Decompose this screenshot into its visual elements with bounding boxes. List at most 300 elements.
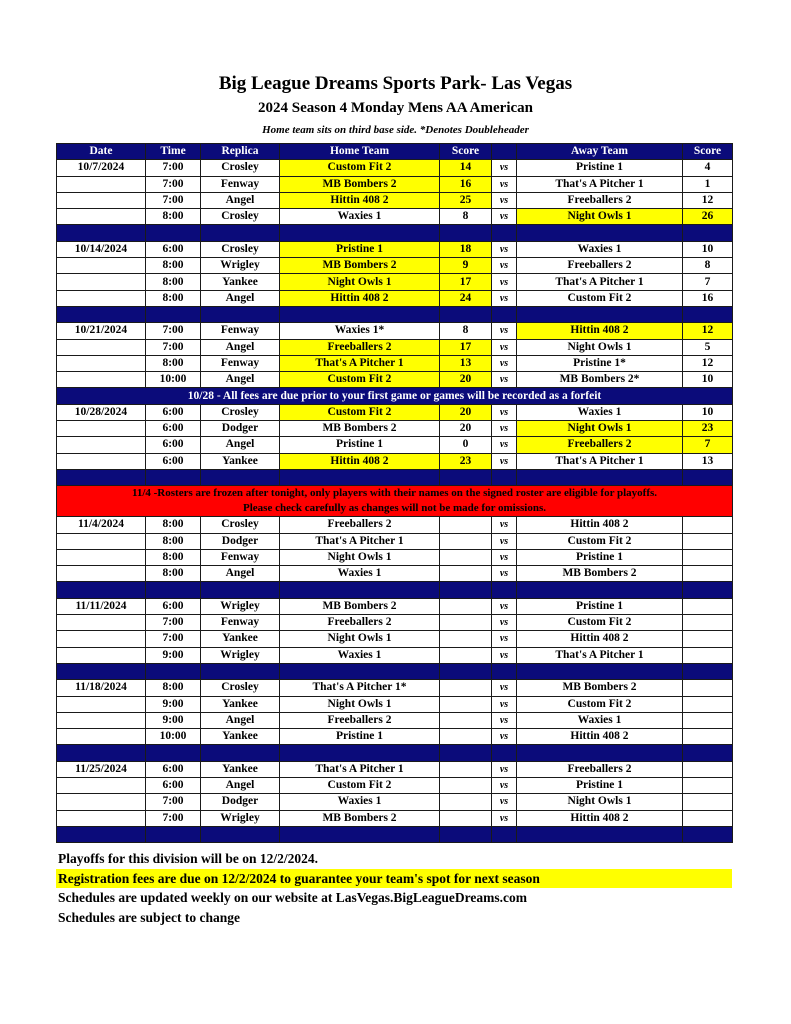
- game-field: Yankee: [201, 729, 280, 745]
- away-team: Pristine 1*: [517, 355, 683, 371]
- game-row: [57, 339, 733, 355]
- home-score: 18: [440, 241, 492, 257]
- vs-label: vs: [492, 274, 517, 290]
- game-date: 11/11/2024: [57, 598, 146, 614]
- divider-cell: [492, 225, 517, 241]
- game-time: 8:00: [146, 566, 201, 582]
- home-score: 9: [440, 258, 492, 274]
- game-field: Wrigley: [201, 810, 280, 826]
- game-time: 7:00: [146, 176, 201, 192]
- home-score: [440, 794, 492, 810]
- game-row: [57, 712, 733, 728]
- game-time: 9:00: [146, 712, 201, 728]
- game-field: Wrigley: [201, 258, 280, 274]
- vs-label: vs: [492, 372, 517, 388]
- away-score: [683, 729, 733, 745]
- game-date: 11/18/2024: [57, 680, 146, 696]
- game-date: 10/7/2024: [57, 160, 146, 176]
- game-field: Angel: [201, 192, 280, 208]
- col-header-home-team: Home Team: [280, 144, 440, 160]
- away-score: 5: [683, 339, 733, 355]
- home-score: [440, 517, 492, 533]
- home-score: 20: [440, 404, 492, 420]
- vs-label: vs: [492, 810, 517, 826]
- away-score: 16: [683, 290, 733, 306]
- divider-cell: [57, 826, 146, 842]
- away-score: [683, 647, 733, 663]
- game-field: Yankee: [201, 274, 280, 290]
- col-header-away-score: Score: [683, 144, 733, 160]
- game-date: [57, 810, 146, 826]
- game-date: [57, 533, 146, 549]
- game-field: Crosley: [201, 209, 280, 225]
- away-score: 7: [683, 274, 733, 290]
- game-row: [57, 241, 733, 257]
- section-divider: [57, 306, 733, 322]
- game-time: 7:00: [146, 160, 201, 176]
- away-score: [683, 566, 733, 582]
- game-time: 6:00: [146, 598, 201, 614]
- away-team: Freeballers 2: [517, 761, 683, 777]
- vs-label: vs: [492, 777, 517, 793]
- game-row: [57, 533, 733, 549]
- divider-cell: [683, 745, 733, 761]
- away-team: Hittin 408 2: [517, 517, 683, 533]
- vs-label: vs: [492, 176, 517, 192]
- home-team: Night Owls 1: [280, 696, 440, 712]
- vs-label: vs: [492, 517, 517, 533]
- game-field: Dodger: [201, 794, 280, 810]
- game-row: [57, 696, 733, 712]
- vs-label: vs: [492, 566, 517, 582]
- home-team: Hittin 408 2: [280, 192, 440, 208]
- away-team: Waxies 1: [517, 712, 683, 728]
- game-date: [57, 437, 146, 453]
- divider-cell: [492, 469, 517, 485]
- game-time: 9:00: [146, 696, 201, 712]
- vs-label: vs: [492, 598, 517, 614]
- game-field: Yankee: [201, 696, 280, 712]
- game-field: Fenway: [201, 549, 280, 565]
- divider-cell: [57, 582, 146, 598]
- home-score: [440, 696, 492, 712]
- game-row: [57, 437, 733, 453]
- home-team: That's A Pitcher 1*: [280, 680, 440, 696]
- away-score: [683, 533, 733, 549]
- home-score: 8: [440, 209, 492, 225]
- home-score: [440, 777, 492, 793]
- home-team: Freeballers 2: [280, 339, 440, 355]
- away-score: 8: [683, 258, 733, 274]
- game-row: [57, 615, 733, 631]
- away-team: Waxies 1: [517, 241, 683, 257]
- home-score: 13: [440, 355, 492, 371]
- home-team: MB Bombers 2: [280, 258, 440, 274]
- game-date: 11/4/2024: [57, 517, 146, 533]
- home-score: [440, 712, 492, 728]
- away-score: 10: [683, 241, 733, 257]
- divider-cell: [57, 469, 146, 485]
- home-score: 20: [440, 372, 492, 388]
- game-time: 7:00: [146, 631, 201, 647]
- game-date: [57, 355, 146, 371]
- game-date: [57, 209, 146, 225]
- game-time: 6:00: [146, 453, 201, 469]
- home-score: [440, 615, 492, 631]
- game-time: 6:00: [146, 437, 201, 453]
- home-score: 16: [440, 176, 492, 192]
- home-team: Night Owls 1: [280, 549, 440, 565]
- home-team: MB Bombers 2: [280, 598, 440, 614]
- change-note: Schedules are subject to change: [58, 910, 240, 925]
- roster-alert: [57, 486, 733, 517]
- game-field: Angel: [201, 566, 280, 582]
- page-note: Home team sits on third base side. *Denotes Doubleheader: [262, 124, 529, 136]
- away-team: Pristine 1: [517, 777, 683, 793]
- vs-label: vs: [492, 761, 517, 777]
- divider-cell: [683, 469, 733, 485]
- game-time: 8:00: [146, 549, 201, 565]
- home-team: That's A Pitcher 1: [280, 761, 440, 777]
- game-date: [57, 421, 146, 437]
- vs-label: vs: [492, 712, 517, 728]
- vs-label: vs: [492, 209, 517, 225]
- away-score: [683, 712, 733, 728]
- divider-cell: [146, 826, 201, 842]
- game-date: [57, 647, 146, 663]
- divider-cell: [280, 225, 440, 241]
- game-date: [57, 794, 146, 810]
- game-time: 8:00: [146, 517, 201, 533]
- game-time: 7:00: [146, 323, 201, 339]
- game-row: [57, 729, 733, 745]
- game-time: 8:00: [146, 274, 201, 290]
- home-score: [440, 598, 492, 614]
- away-team: Freeballers 2: [517, 258, 683, 274]
- game-field: Angel: [201, 290, 280, 306]
- vs-label: vs: [492, 290, 517, 306]
- page-title: Big League Dreams Sports Park- Las Vegas: [218, 73, 573, 94]
- game-row: [57, 761, 733, 777]
- game-time: 8:00: [146, 533, 201, 549]
- home-team: Custom Fit 2: [280, 372, 440, 388]
- game-row: [57, 680, 733, 696]
- game-row: [57, 258, 733, 274]
- registration-note: Registration fees are due on 12/2/2024 to guarantee your team's spot for next season: [56, 869, 732, 888]
- game-time: 7:00: [146, 192, 201, 208]
- away-score: 12: [683, 323, 733, 339]
- divider-cell: [492, 826, 517, 842]
- away-team: Night Owls 1: [517, 794, 683, 810]
- game-row: [57, 647, 733, 663]
- vs-label: vs: [492, 729, 517, 745]
- divider-cell: [683, 582, 733, 598]
- home-team: MB Bombers 2: [280, 176, 440, 192]
- game-date: [57, 192, 146, 208]
- away-score: 26: [683, 209, 733, 225]
- vs-label: vs: [492, 615, 517, 631]
- divider-cell: [280, 306, 440, 322]
- col-header-away-team: Away Team: [517, 144, 683, 160]
- section-divider: [57, 469, 733, 485]
- away-team: Custom Fit 2: [517, 615, 683, 631]
- game-date: [57, 712, 146, 728]
- away-score: 23: [683, 421, 733, 437]
- vs-label: vs: [492, 453, 517, 469]
- vs-label: vs: [492, 355, 517, 371]
- game-time: 8:00: [146, 680, 201, 696]
- away-team: That's A Pitcher 1: [517, 647, 683, 663]
- away-team: Pristine 1: [517, 549, 683, 565]
- away-team: That's A Pitcher 1: [517, 274, 683, 290]
- page-subtitle: 2024 Season 4 Monday Mens AA American: [257, 100, 533, 116]
- vs-label: vs: [492, 421, 517, 437]
- away-score: 4: [683, 160, 733, 176]
- divider-cell: [683, 306, 733, 322]
- game-field: Wrigley: [201, 647, 280, 663]
- away-score: [683, 631, 733, 647]
- divider-cell: [440, 663, 492, 679]
- away-score: 7: [683, 437, 733, 453]
- away-score: [683, 794, 733, 810]
- home-score: [440, 729, 492, 745]
- home-score: 17: [440, 274, 492, 290]
- section-divider: [57, 663, 733, 679]
- game-row: [57, 631, 733, 647]
- vs-label: vs: [492, 323, 517, 339]
- vs-label: vs: [492, 680, 517, 696]
- home-score: 24: [440, 290, 492, 306]
- game-date: [57, 729, 146, 745]
- vs-label: vs: [492, 192, 517, 208]
- game-time: 6:00: [146, 761, 201, 777]
- divider-cell: [492, 663, 517, 679]
- divider-cell: [517, 469, 683, 485]
- section-divider: [57, 826, 733, 842]
- away-score: [683, 680, 733, 696]
- divider-cell: [57, 745, 146, 761]
- game-row: [57, 566, 733, 582]
- game-row: [57, 453, 733, 469]
- game-row: [57, 421, 733, 437]
- game-row: [57, 404, 733, 420]
- website-note: Schedules are updated weekly on our website at LasVegas.BigLeagueDreams.com: [58, 890, 528, 905]
- home-score: 17: [440, 339, 492, 355]
- game-time: 8:00: [146, 209, 201, 225]
- home-team: Waxies 1: [280, 566, 440, 582]
- game-date: [57, 290, 146, 306]
- away-score: [683, 696, 733, 712]
- game-field: Angel: [201, 712, 280, 728]
- divider-cell: [280, 745, 440, 761]
- game-date: [57, 339, 146, 355]
- game-field: Crosley: [201, 680, 280, 696]
- game-date: 10/28/2024: [57, 404, 146, 420]
- game-date: [57, 176, 146, 192]
- game-date: [57, 372, 146, 388]
- vs-label: vs: [492, 258, 517, 274]
- col-header-date: Date: [57, 144, 146, 160]
- game-row: [57, 192, 733, 208]
- away-team: MB Bombers 2: [517, 566, 683, 582]
- divider-cell: [201, 225, 280, 241]
- game-row: [57, 176, 733, 192]
- game-row: [57, 549, 733, 565]
- section-divider: [57, 582, 733, 598]
- home-score: [440, 761, 492, 777]
- divider-cell: [280, 663, 440, 679]
- game-date: [57, 631, 146, 647]
- game-date: [57, 258, 146, 274]
- vs-label: vs: [492, 404, 517, 420]
- home-team: Freeballers 2: [280, 712, 440, 728]
- divider-cell: [492, 306, 517, 322]
- game-date: 10/21/2024: [57, 323, 146, 339]
- schedule-table: [56, 143, 733, 843]
- game-time: 6:00: [146, 421, 201, 437]
- divider-cell: [146, 663, 201, 679]
- game-row: [57, 517, 733, 533]
- home-team: Custom Fit 2: [280, 404, 440, 420]
- divider-cell: [280, 582, 440, 598]
- divider-cell: [492, 745, 517, 761]
- game-time: 6:00: [146, 404, 201, 420]
- home-team: Freeballers 2: [280, 615, 440, 631]
- home-team: MB Bombers 2: [280, 810, 440, 826]
- away-team: MB Bombers 2*: [517, 372, 683, 388]
- home-score: [440, 566, 492, 582]
- divider-cell: [280, 826, 440, 842]
- divider-cell: [201, 469, 280, 485]
- fee-notice: 10/28 - All fees are due prior to your first game or games will be recorded as a forfeit: [57, 388, 733, 404]
- home-team: Night Owls 1: [280, 631, 440, 647]
- divider-cell: [201, 663, 280, 679]
- game-date: [57, 566, 146, 582]
- home-score: [440, 680, 492, 696]
- game-time: 7:00: [146, 339, 201, 355]
- game-date: [57, 274, 146, 290]
- game-date: [57, 453, 146, 469]
- away-score: 12: [683, 192, 733, 208]
- home-score: [440, 647, 492, 663]
- game-field: Yankee: [201, 761, 280, 777]
- divider-cell: [57, 225, 146, 241]
- col-header-home-score: Score: [440, 144, 492, 160]
- game-time: 7:00: [146, 794, 201, 810]
- game-date: 11/25/2024: [57, 761, 146, 777]
- game-time: 9:00: [146, 647, 201, 663]
- game-row: [57, 372, 733, 388]
- home-team: Freeballers 2: [280, 517, 440, 533]
- divider-cell: [57, 306, 146, 322]
- away-score: 10: [683, 372, 733, 388]
- game-row: [57, 160, 733, 176]
- home-score: 25: [440, 192, 492, 208]
- home-team: Waxies 1*: [280, 323, 440, 339]
- home-score: 23: [440, 453, 492, 469]
- home-score: 0: [440, 437, 492, 453]
- game-field: Angel: [201, 339, 280, 355]
- game-field: Fenway: [201, 615, 280, 631]
- game-field: Fenway: [201, 176, 280, 192]
- away-team: Night Owls 1: [517, 209, 683, 225]
- divider-cell: [492, 582, 517, 598]
- away-score: 12: [683, 355, 733, 371]
- away-team: That's A Pitcher 1: [517, 453, 683, 469]
- home-score: 8: [440, 323, 492, 339]
- home-team: That's A Pitcher 1: [280, 533, 440, 549]
- game-date: [57, 777, 146, 793]
- game-row: [57, 598, 733, 614]
- roster-alert-row: [57, 486, 733, 517]
- away-team: MB Bombers 2: [517, 680, 683, 696]
- game-time: 10:00: [146, 729, 201, 745]
- game-field: Wrigley: [201, 598, 280, 614]
- roster-alert-line: 11/4 -Rosters are frozen after tonight, only players with their names on the signed roster are eligible for playoffs.: [131, 487, 658, 500]
- away-team: Hittin 408 2: [517, 729, 683, 745]
- divider-cell: [201, 826, 280, 842]
- home-score: [440, 810, 492, 826]
- divider-cell: [201, 745, 280, 761]
- game-time: 10:00: [146, 372, 201, 388]
- away-team: Waxies 1: [517, 404, 683, 420]
- game-row: [57, 209, 733, 225]
- section-divider: [57, 745, 733, 761]
- playoffs-note: Playoffs for this division will be on 12/2/2024.: [58, 851, 319, 866]
- game-field: Yankee: [201, 631, 280, 647]
- game-field: Fenway: [201, 355, 280, 371]
- away-score: [683, 598, 733, 614]
- divider-cell: [440, 469, 492, 485]
- home-team: MB Bombers 2: [280, 421, 440, 437]
- divider-cell: [146, 745, 201, 761]
- game-field: Fenway: [201, 323, 280, 339]
- home-team: Waxies 1: [280, 209, 440, 225]
- col-header-vs: [492, 144, 517, 160]
- game-field: Crosley: [201, 517, 280, 533]
- game-field: Angel: [201, 372, 280, 388]
- vs-label: vs: [492, 794, 517, 810]
- divider-cell: [146, 306, 201, 322]
- away-score: 1: [683, 176, 733, 192]
- game-field: Angel: [201, 437, 280, 453]
- col-header-replica: Replica: [201, 144, 280, 160]
- away-team: Hittin 408 2: [517, 810, 683, 826]
- game-row: [57, 810, 733, 826]
- section-divider: [57, 225, 733, 241]
- vs-label: vs: [492, 339, 517, 355]
- game-row: [57, 290, 733, 306]
- away-score: [683, 761, 733, 777]
- home-score: [440, 549, 492, 565]
- divider-cell: [440, 306, 492, 322]
- divider-cell: [440, 745, 492, 761]
- home-team: That's A Pitcher 1: [280, 355, 440, 371]
- table-header-row: [57, 144, 733, 160]
- divider-cell: [517, 582, 683, 598]
- divider-cell: [146, 225, 201, 241]
- home-score: 14: [440, 160, 492, 176]
- home-team: Custom Fit 2: [280, 160, 440, 176]
- divider-cell: [440, 826, 492, 842]
- away-team: Freeballers 2: [517, 437, 683, 453]
- vs-label: vs: [492, 631, 517, 647]
- away-score: [683, 517, 733, 533]
- game-time: 8:00: [146, 355, 201, 371]
- divider-cell: [201, 306, 280, 322]
- divider-cell: [146, 469, 201, 485]
- away-team: Hittin 408 2: [517, 323, 683, 339]
